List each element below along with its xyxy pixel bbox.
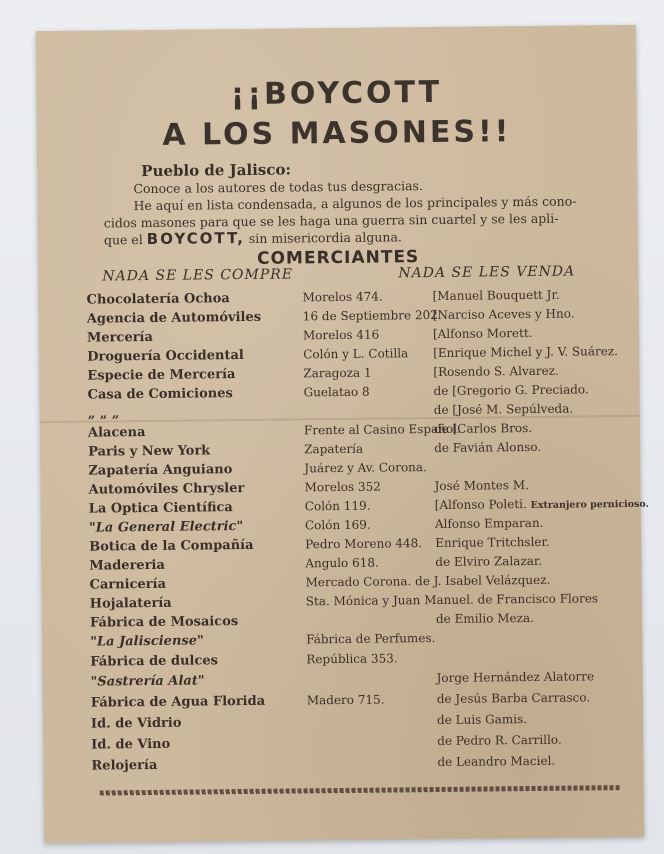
intro-line-3: cidos masones para que se les haga una guerra sin cuartel y se les apli- xyxy=(103,210,559,231)
owner-name: [Alfonso Morett. xyxy=(432,325,533,342)
owner-name: [Enrique Michel y J. V. Suárez. xyxy=(433,344,619,361)
merchant-address: Zaragoza 1 xyxy=(303,365,372,381)
list-item xyxy=(43,753,643,777)
slogan-sell: NADA SE LES VENDA xyxy=(398,263,576,282)
owner-name: Jorge Hernández Alatorre xyxy=(436,669,595,686)
flyer-sheet xyxy=(36,25,649,843)
merchant-owner xyxy=(436,669,594,685)
intro-line-2: He aquí en lista condensada, a algunos de los principales y más cono- xyxy=(133,193,577,214)
merchant-address: Pedro Moreno 448. xyxy=(305,536,423,552)
intro-line-4a: que el xyxy=(103,232,143,248)
merchant-owner xyxy=(435,516,544,531)
merchant-owner xyxy=(434,478,529,493)
merchant-owner xyxy=(436,611,534,626)
headline-line-1: ¡¡BOYCOTT xyxy=(230,74,443,113)
merchant-address: Sta. Mónica y Juan Manuel. de Francisco Flores xyxy=(305,591,599,609)
merchant-owner xyxy=(433,344,618,360)
list-item xyxy=(43,732,643,756)
merchant-owner xyxy=(434,402,574,417)
owner-name: [Alfonso Poleti. xyxy=(434,497,527,513)
merchant-name: „ „ „ xyxy=(87,406,120,422)
merchant-name: Zapatería Anguiano xyxy=(88,462,233,479)
owner-name: de Leandro Maciel. xyxy=(437,753,556,769)
headline-line-2: A LOS MASONES!! xyxy=(162,114,512,153)
merchant-address: Mercado Corona. de J. Isabel Velázquez. xyxy=(305,572,551,590)
merchant-name: Fábrica de Agua Florida xyxy=(90,693,266,711)
merchant-address: Frente al Casino Español. xyxy=(303,421,461,438)
merchant-owner xyxy=(433,326,533,341)
merchant-address: Madero 715. xyxy=(306,692,385,708)
merchant-owner xyxy=(433,382,588,398)
merchant-name: Madereria xyxy=(89,557,165,574)
merchant-owner xyxy=(437,690,591,706)
owner-name: de Luis Gamis. xyxy=(436,712,528,727)
owner-name: [Manuel Bouquett Jr. xyxy=(432,287,560,304)
merchant-address: Zapatería xyxy=(304,441,364,457)
owner-name: Alfonso Emparan. xyxy=(434,515,544,532)
merchant-owner xyxy=(435,554,542,569)
owner-name: Enrique Tritchsler. xyxy=(435,534,550,551)
owner-name: de Favián Alonso. xyxy=(434,439,542,456)
merchant-name: La Optica Científica xyxy=(88,500,233,517)
merchant-name: Paris y New York xyxy=(88,443,211,460)
merchant-name: Alacena xyxy=(87,425,146,441)
merchant-address: Morelos 352 xyxy=(304,479,381,495)
salutation: Pueblo de Jalisco: xyxy=(141,160,292,181)
merchant-name: Id. de Vidrio xyxy=(90,715,182,732)
intro-paragraph xyxy=(103,175,624,248)
merchant-name: "Sastrería Alat" xyxy=(90,673,205,690)
merchant-owner xyxy=(435,496,649,512)
owner-name: de [Carlos Bros. xyxy=(433,420,533,437)
merchant-address: Colón y L. Cotilla xyxy=(303,346,409,362)
merchant-name: Carnicería xyxy=(89,576,167,593)
list-item xyxy=(43,711,643,735)
merchant-name: Botica de la Compañía xyxy=(89,537,254,555)
owner-name: de Pedro R. Carrillo. xyxy=(437,732,562,748)
boycott-word: BOYCOTT, xyxy=(146,228,245,249)
merchant-name: Mercería xyxy=(86,329,153,346)
merchant-address: Colón 169. xyxy=(304,517,371,533)
owner-name: de Elviro Zalazar. xyxy=(435,553,543,570)
slogan-buy: NADA SE LES COMPRE xyxy=(102,266,294,285)
decorative-border xyxy=(100,785,620,795)
merchant-owner xyxy=(437,754,555,769)
owner-name: de [Gregorio G. Preciado. xyxy=(433,382,589,399)
merchant-name: Hojalatería xyxy=(89,595,172,612)
merchant-name: Especie de Mercería xyxy=(87,367,236,384)
merchant-owner xyxy=(433,364,559,379)
merchant-name: "La General Electric" xyxy=(88,519,244,536)
merchant-name: Casa de Comiciones xyxy=(87,386,233,403)
merchant-owner xyxy=(434,421,532,436)
merchant-address: Angulo 618. xyxy=(305,555,379,571)
merchant-address: Fábrica de Perfumes. xyxy=(306,631,436,647)
merchant-address: Juárez y Av. Corona. xyxy=(304,460,427,476)
merchant-address: Morelos 474. xyxy=(302,289,383,305)
merchant-name: "La Jalisciense" xyxy=(90,633,204,650)
owner-name: de [José M. Sepúlveda. xyxy=(433,401,574,418)
merchant-name: Automóviles Chrysler xyxy=(88,481,245,498)
merchant-owner xyxy=(434,440,541,455)
merchant-name: Relojería xyxy=(91,757,158,774)
merchant-name: Id. de Vino xyxy=(91,736,171,753)
merchant-address: República 353. xyxy=(306,651,398,667)
merchant-owner xyxy=(437,712,527,727)
merchant-name: Fábrica de dulces xyxy=(90,653,219,670)
list-item xyxy=(43,669,643,693)
merchant-address: Guelatao 8 xyxy=(303,384,370,400)
merchant-owner xyxy=(432,288,559,303)
section-title: COMERCIANTES xyxy=(256,247,420,269)
merchant-name: Chocolatería Ochoa xyxy=(86,291,230,308)
merchant-owner xyxy=(435,535,550,550)
owner-name: José Montes M. xyxy=(434,478,529,494)
merchant-name: Droguería Occidental xyxy=(87,348,244,365)
owner-note: Extranjero pernicioso. xyxy=(530,498,649,512)
merchant-name: Fábrica de Mosaicos xyxy=(89,614,239,631)
merchant-owner xyxy=(433,307,575,322)
intro-line-1: Conoce a los autores de todas tus desgracias. xyxy=(133,178,423,197)
merchant-owner xyxy=(437,733,562,748)
merchant-name: Agencia de Automóviles xyxy=(86,309,262,327)
owner-name: de Emilio Meza. xyxy=(435,610,534,627)
list-item xyxy=(43,690,643,714)
merchant-address: 16 de Septiembre 202 xyxy=(302,307,438,324)
owner-name: [Rosendo S. Alvarez. xyxy=(433,363,559,380)
merchant-address: Colón 119. xyxy=(304,498,371,514)
owner-name: [Narciso Aceves y Hno. xyxy=(432,306,575,323)
owner-name: de Jesús Barba Carrasco. xyxy=(436,690,591,707)
merchant-address: Morelos 416 xyxy=(302,327,380,343)
intro-line-4b: sin misericordia alguna. xyxy=(248,229,402,246)
